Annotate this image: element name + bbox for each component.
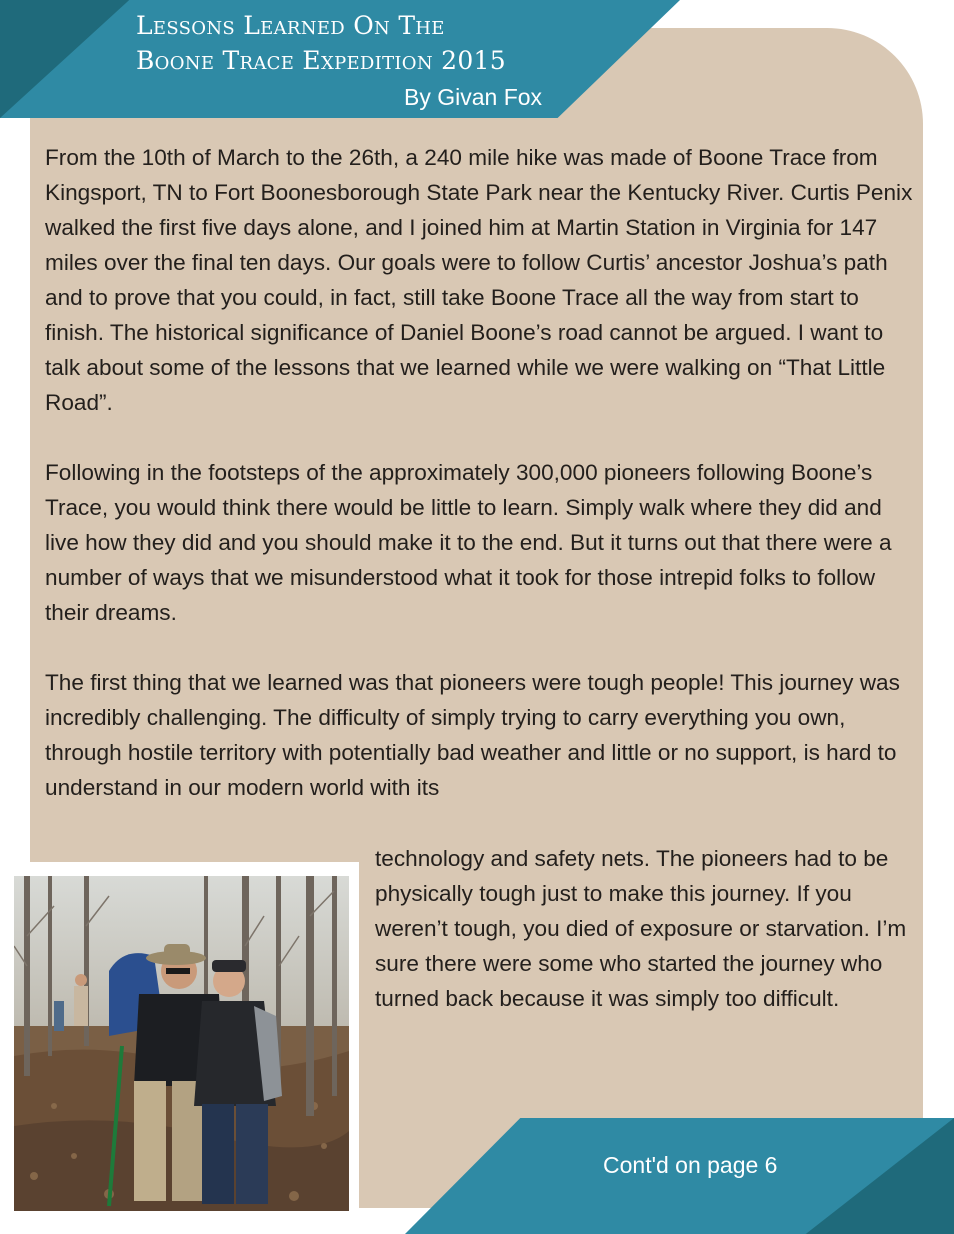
article-title <box>136 8 506 78</box>
paragraph-3-continuation: technology and safety nets. The pioneers had to be physically tough just to make this journey. If you weren’t tough, you died of exposure or starvation. I’m sure there were some who started the journey who turned back because it was simply too difficult. <box>375 846 907 1011</box>
continued-note: Cont'd on page 6 <box>603 1152 778 1178</box>
paragraph-1: From the 10th of March to the 26th, a 240 mile hike was made of Boone Trace from Kingsport, TN to Fort Boonesborough State Park near the Kentucky River. Curtis Penix walked the first five days alone, and I joined him at Martin Station in Virginia for 147 miles over the final ten days. Our goals were to follow Curtis’ ancestor Joshua’s path and to prove that you could, in fact, still take Boone Trace all the way from start to finish. The historical significance of Daniel Boone’s road cannot be argued. I want to talk about some of the lessons that we learned while we were walking on “That Little Road”. <box>45 145 913 415</box>
title-line-2: Boone Trace Expedition 2015 <box>136 46 506 75</box>
paragraph-3: The first thing that we learned was that pioneers were tough people! This journey was incredibly challenging. The difficulty of simply trying to carry everything you own, through hostile territory with potentially bad weather and little or no support, is hard to understand in our modern world with its <box>45 670 900 800</box>
title-line-1: Lessons Learned On The <box>136 11 445 40</box>
author-byline: By Givan Fox <box>404 84 543 110</box>
article-body <box>45 140 915 840</box>
paragraph-2: Following in the footsteps of the approximately 300,000 pioneers following Boone’s Trace, you would think there would be little to learn. Simply walk where they did and live how they did and you should make it to the end. But it turns out that there were a number of ways that we misunderstood what it took for those intrepid folks to follow their dreams. <box>45 460 892 625</box>
hikers-photo <box>14 876 349 1211</box>
